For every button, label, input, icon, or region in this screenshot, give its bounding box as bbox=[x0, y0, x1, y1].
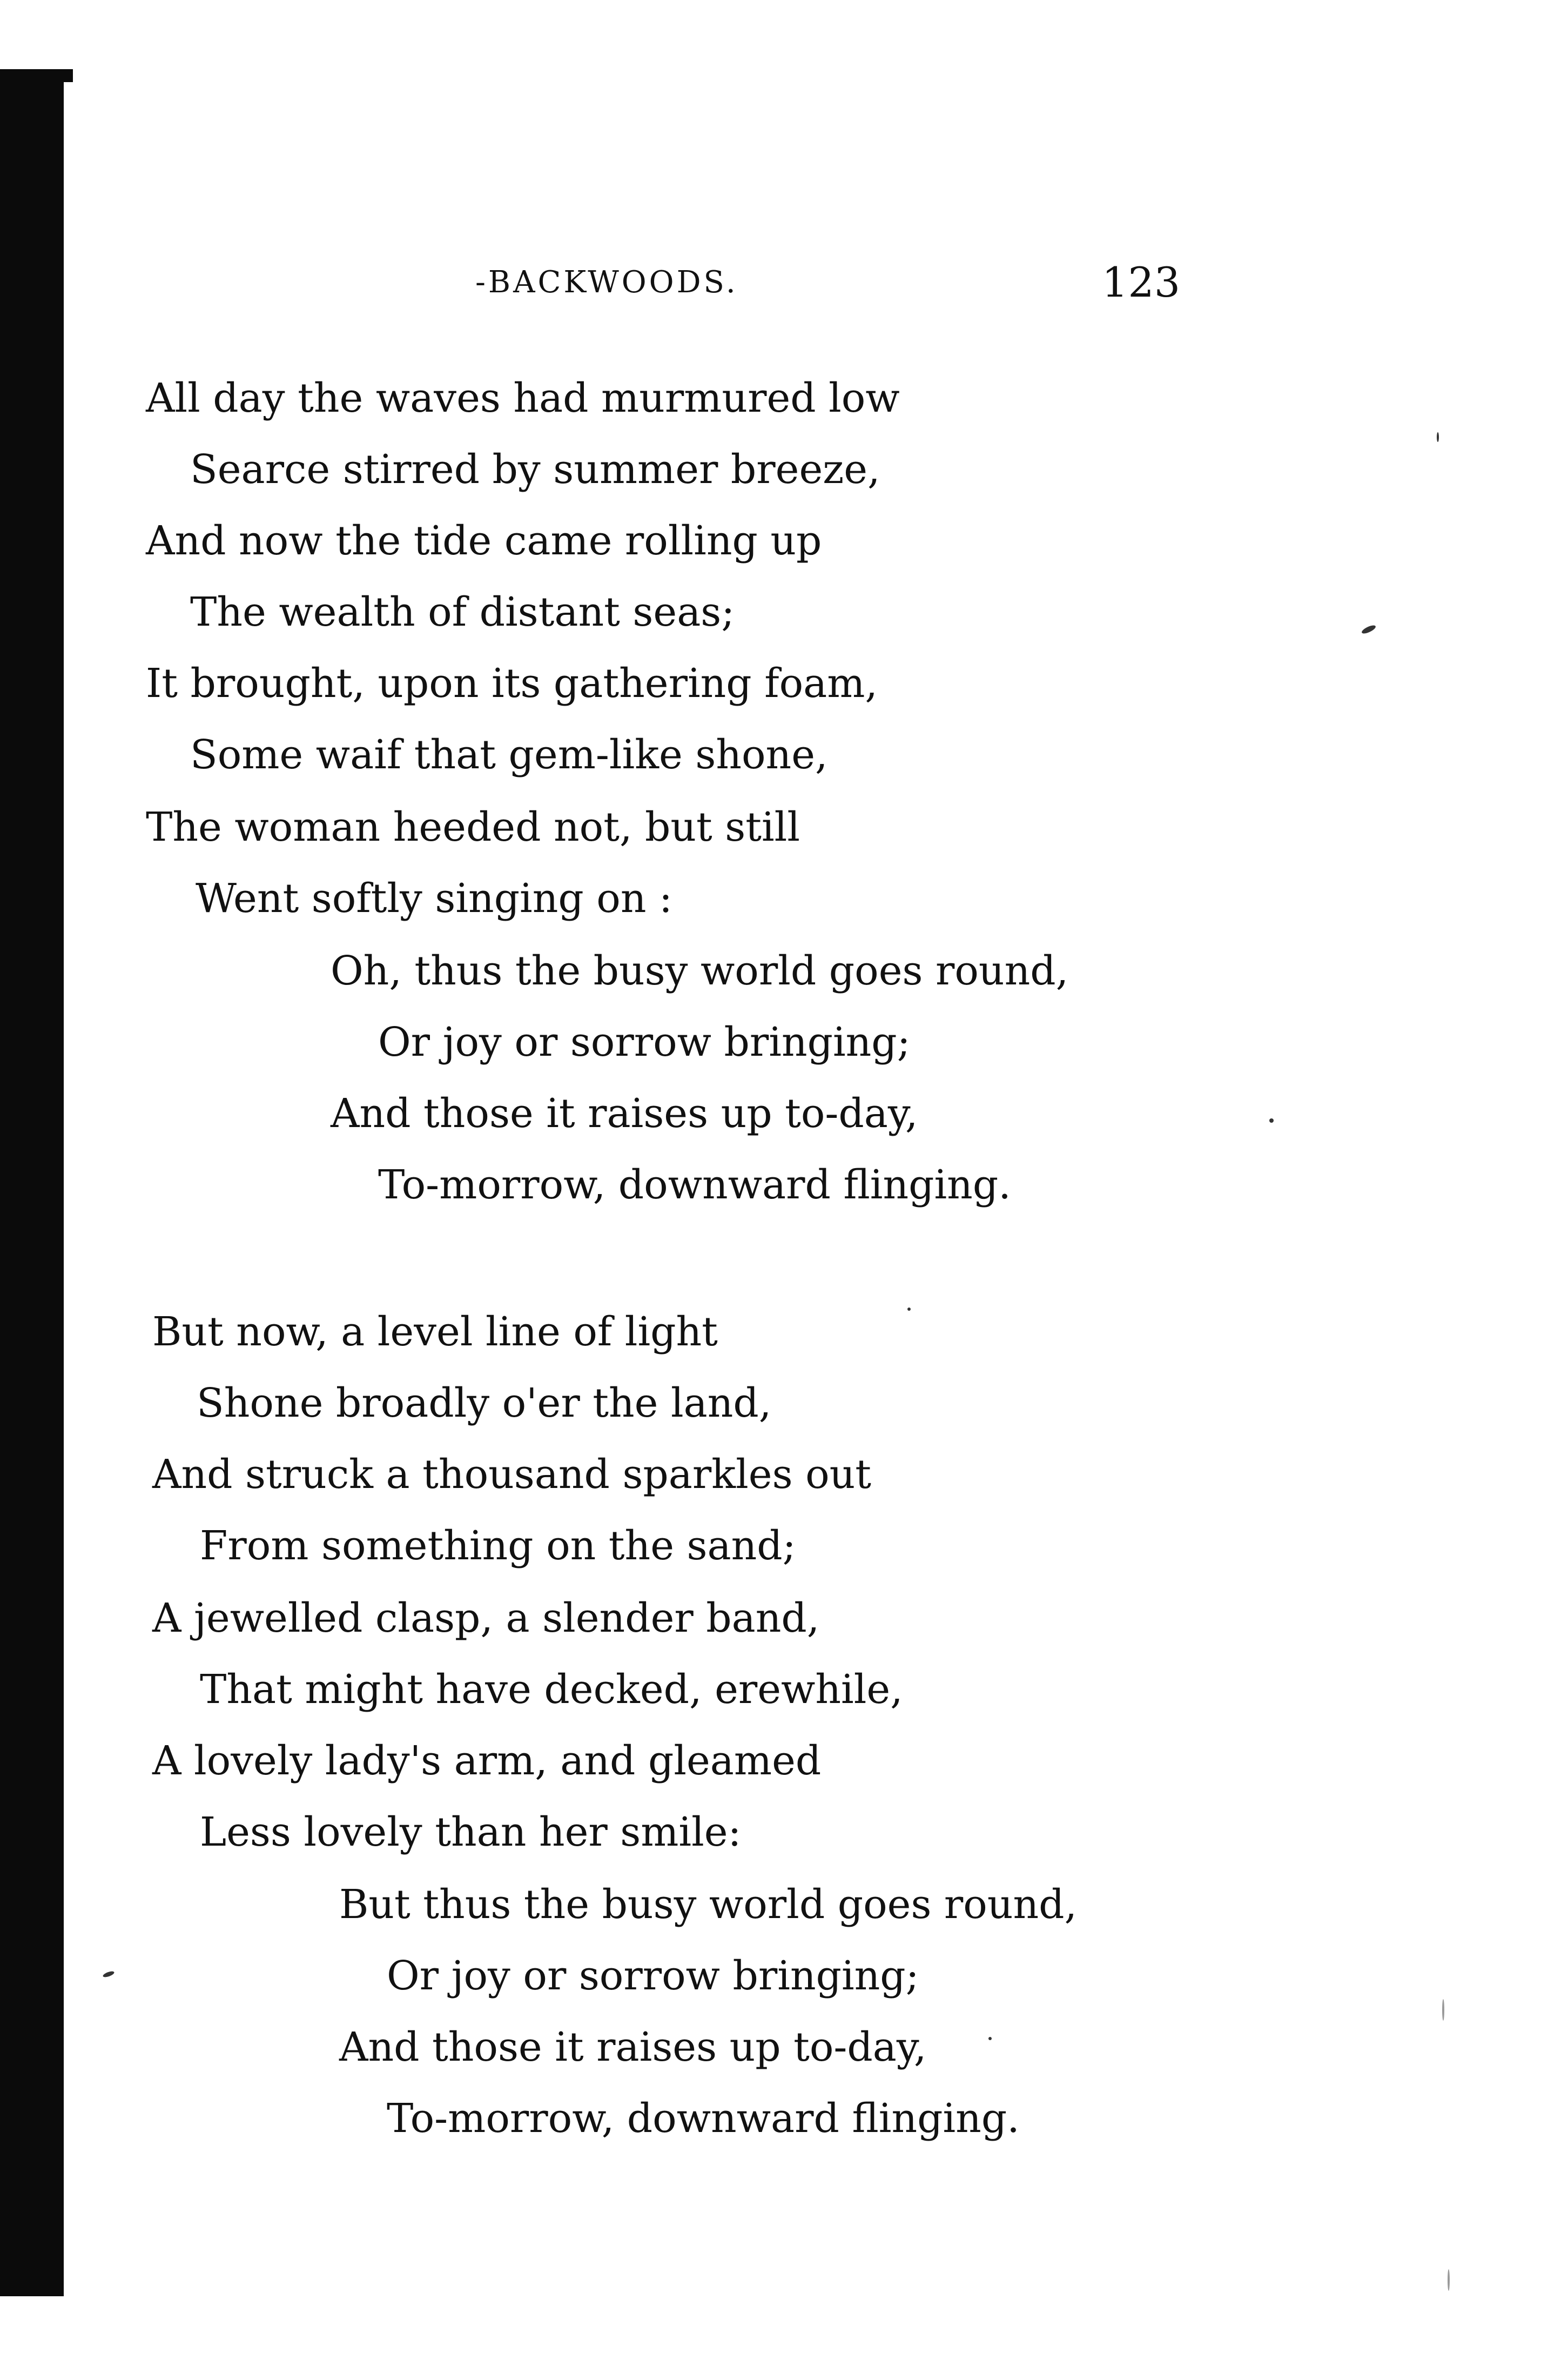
scan-speck bbox=[1437, 432, 1439, 442]
poem-line: And struck a thousand sparkles out bbox=[152, 1451, 872, 1498]
poem-line: That might have decked, erewhile, bbox=[200, 1666, 903, 1713]
poem-line: Shone broadly o'er the land, bbox=[197, 1380, 772, 1426]
poem-line: Less lovely than her smile: bbox=[200, 1809, 742, 1855]
scan-speck bbox=[1269, 1118, 1274, 1123]
refrain-line: Or joy or sorrow bringing; bbox=[387, 1953, 919, 1999]
poem-line: Went softly singing on : bbox=[196, 875, 672, 922]
poem-line: All day the waves had murmured low bbox=[146, 375, 900, 421]
scan-speck bbox=[1442, 1999, 1444, 2021]
page-number: 123 bbox=[1102, 258, 1181, 306]
poem-line: A lovely lady's arm, and gleamed bbox=[152, 1738, 822, 1784]
poem-line: Searce stirred by summer breeze, bbox=[190, 446, 880, 493]
poem-line: The woman heeded not, but still bbox=[146, 804, 800, 850]
refrain-line: To-morrow, downward flinging. bbox=[378, 1162, 1011, 1208]
poem-line: But now, a level line of light bbox=[152, 1309, 718, 1355]
scan-speck bbox=[1448, 2269, 1450, 2291]
running-title: -BACKWOODS. bbox=[475, 265, 738, 300]
poem-line: A jewelled clasp, a slender band, bbox=[152, 1595, 820, 1641]
refrain-line: Oh, thus the busy world goes round, bbox=[331, 948, 1069, 994]
refrain-line: Or joy or sorrow bringing; bbox=[378, 1019, 911, 1065]
refrain-line: And those it raises up to-day, bbox=[339, 2024, 927, 2070]
refrain-line: And those it raises up to-day, bbox=[331, 1090, 918, 1137]
poem-line: The wealth of distant seas; bbox=[190, 589, 735, 635]
poem-line: It brought, upon its gathering foam, bbox=[146, 660, 878, 707]
refrain-line: To-morrow, downward flinging. bbox=[387, 2095, 1020, 2142]
scan-speck bbox=[988, 2037, 992, 2040]
poem-line: Some waif that gem-like shone, bbox=[190, 732, 828, 778]
poem-line: And now the tide came rolling up bbox=[146, 518, 822, 564]
refrain-line: But thus the busy world goes round, bbox=[339, 1881, 1078, 1928]
page-edge-shadow bbox=[0, 76, 64, 2296]
scan-speck bbox=[907, 1308, 911, 1311]
poem-line: From something on the sand; bbox=[200, 1523, 796, 1569]
scan-speck bbox=[102, 1970, 115, 1978]
scan-speck bbox=[1361, 624, 1377, 635]
